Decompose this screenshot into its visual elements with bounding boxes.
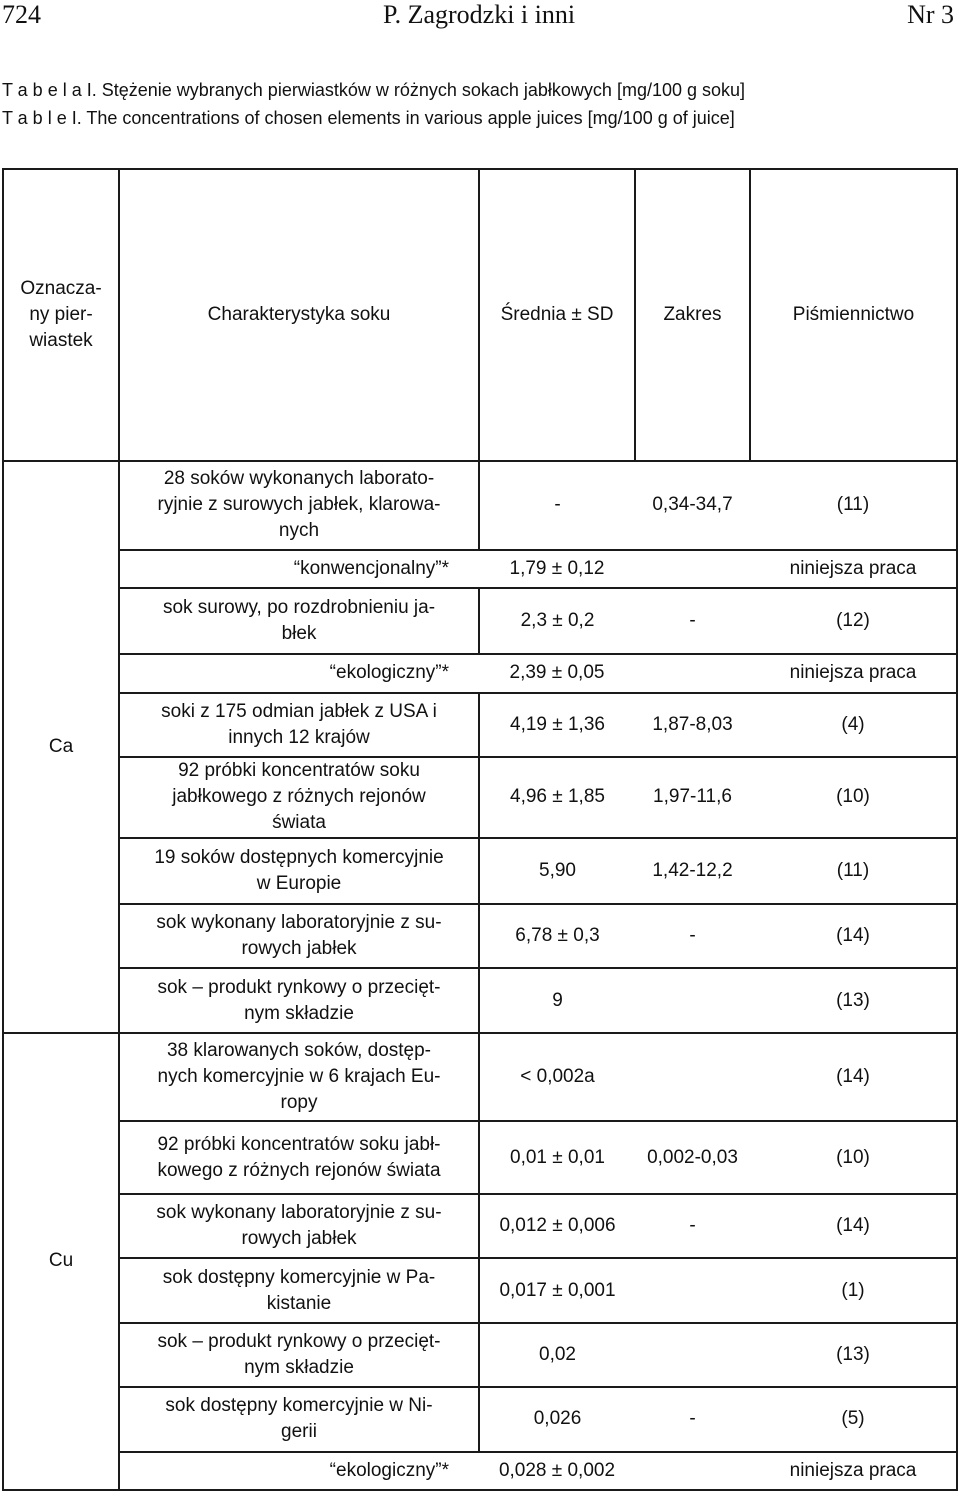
juice-cell: sok wykonany laboratoryjnie z su- rowych jabłek [119, 904, 479, 968]
table-row [3, 461, 957, 550]
mean-cell: < 0,002a [479, 1033, 635, 1122]
mean-cell: 0,01 ± 0,01 [479, 1121, 635, 1193]
element-cell: Ca [3, 461, 119, 1033]
table-row [3, 693, 957, 757]
table-row [3, 1387, 957, 1451]
range-cell: 1,87-8,03 [635, 693, 750, 757]
range-cell: 0,002-0,03 [635, 1121, 750, 1193]
reference-cell: niniejsza praca [750, 1452, 957, 1490]
column-header: Piśmiennictwo [750, 169, 957, 461]
mean-cell: 0,026 [479, 1387, 635, 1451]
table-row [3, 588, 957, 654]
range-cell: - [635, 904, 750, 968]
reference-cell: (11) [750, 838, 957, 904]
juice-cell: 19 soków dostępnych komercyjnie w Europie [119, 838, 479, 904]
range-cell [635, 1033, 750, 1122]
table-row [3, 1194, 957, 1258]
range-cell: 0,34-34,7 [635, 461, 750, 550]
reference-cell: niniejsza praca [750, 654, 957, 692]
mean-cell: 1,79 ± 0,12 [479, 550, 635, 588]
reference-cell: (5) [750, 1387, 957, 1451]
column-header: Oznacza- ny pier- wiastek [3, 169, 119, 461]
juice-cell: sok – produkt rynkowy o przecięt- nym składzie [119, 968, 479, 1032]
mean-cell: 5,90 [479, 838, 635, 904]
juice-cell: 28 soków wykonanych laborato- ryjnie z surowych jabłek, klarowa- nych [119, 461, 479, 550]
juice-cell: soki z 175 odmian jabłek z USA i innych 12 krajów [119, 693, 479, 757]
mean-cell: 2,39 ± 0,05 [479, 654, 635, 692]
reference-cell: (10) [750, 757, 957, 838]
mean-cell: - [479, 461, 635, 550]
page-header [0, 0, 960, 40]
issue-number: Nr 3 [907, 0, 954, 29]
mean-cell: 4,19 ± 1,36 [479, 693, 635, 757]
mean-cell: 2,3 ± 0,2 [479, 588, 635, 654]
juice-cell: sok surowy, po rozdrobnieniu ja- błek [119, 588, 479, 654]
table-row [3, 838, 957, 904]
table-header-row [3, 169, 957, 461]
column-header: Zakres [635, 169, 750, 461]
juice-cell: “ekologiczny”* [119, 654, 479, 692]
reference-cell: (14) [750, 1194, 957, 1258]
juice-cell: “ekologiczny”* [119, 1452, 479, 1490]
juice-cell: 38 klarowanych soków, dostęp- nych komercyjnie w 6 krajach Eu- ropy [119, 1033, 479, 1122]
table-row [3, 550, 957, 588]
caption-en: T a b l e I. The concentrations of chosen elements in various apple juices [mg/100 g of juice] [2, 108, 735, 128]
table-row [3, 1121, 957, 1193]
range-cell [635, 654, 750, 692]
reference-cell: (1) [750, 1258, 957, 1322]
juice-cell: sok dostępny komercyjnie w Ni- gerii [119, 1387, 479, 1451]
mean-cell: 0,012 ± 0,006 [479, 1194, 635, 1258]
page-number: 724 [2, 0, 41, 29]
table-row [3, 904, 957, 968]
range-cell [635, 1452, 750, 1490]
reference-cell: niniejsza praca [750, 550, 957, 588]
column-header: Średnia ± SD [479, 169, 635, 461]
reference-cell: (14) [750, 904, 957, 968]
caption-pl: T a b e l a I. Stężenie wybranych pierwiastków w różnych sokach jabłkowych [mg/100 g soku] [2, 80, 746, 100]
mean-cell: 6,78 ± 0,3 [479, 904, 635, 968]
range-cell [635, 968, 750, 1032]
juice-cell: sok – produkt rynkowy o przecięt- nym składzie [119, 1323, 479, 1387]
juice-cell: sok wykonany laboratoryjnie z su- rowych jabłek [119, 1194, 479, 1258]
table-row [3, 968, 957, 1032]
table-row [3, 1452, 957, 1490]
juice-cell: “konwencjonalny”* [119, 550, 479, 588]
range-cell: - [635, 1194, 750, 1258]
range-cell: - [635, 588, 750, 654]
table-row [3, 654, 957, 692]
table-row [3, 757, 957, 838]
reference-cell: (14) [750, 1033, 957, 1122]
range-cell [635, 1323, 750, 1387]
juice-cell: 92 próbki koncentratów soku jabł- kowego z różnych rejonów świata [119, 1121, 479, 1193]
reference-cell: (13) [750, 1323, 957, 1387]
juice-cell: sok dostępny komercyjnie w Pa- kistanie [119, 1258, 479, 1322]
reference-cell: (13) [750, 968, 957, 1032]
table-row [3, 1258, 957, 1322]
mean-cell: 9 [479, 968, 635, 1032]
mean-cell: 0,02 [479, 1323, 635, 1387]
elements-table [2, 168, 958, 1491]
table-row [3, 1323, 957, 1387]
reference-cell: (11) [750, 461, 957, 550]
mean-cell: 4,96 ± 1,85 [479, 757, 635, 838]
mean-cell: 0,028 ± 0,002 [479, 1452, 635, 1490]
range-cell: 1,42-12,2 [635, 838, 750, 904]
range-cell: - [635, 1387, 750, 1451]
column-header: Charakterystyka soku [119, 169, 479, 461]
juice-cell: 92 próbki koncentratów soku jabłkowego z różnych rejonów świata [119, 757, 479, 838]
running-author: P. Zagrodzki i inni [383, 0, 576, 29]
reference-cell: (4) [750, 693, 957, 757]
range-cell: 1,97-11,6 [635, 757, 750, 838]
table-row [3, 1033, 957, 1122]
range-cell [635, 550, 750, 588]
mean-cell: 0,017 ± 0,001 [479, 1258, 635, 1322]
element-cell: Cu [3, 1033, 119, 1490]
reference-cell: (10) [750, 1121, 957, 1193]
range-cell [635, 1258, 750, 1322]
reference-cell: (12) [750, 588, 957, 654]
